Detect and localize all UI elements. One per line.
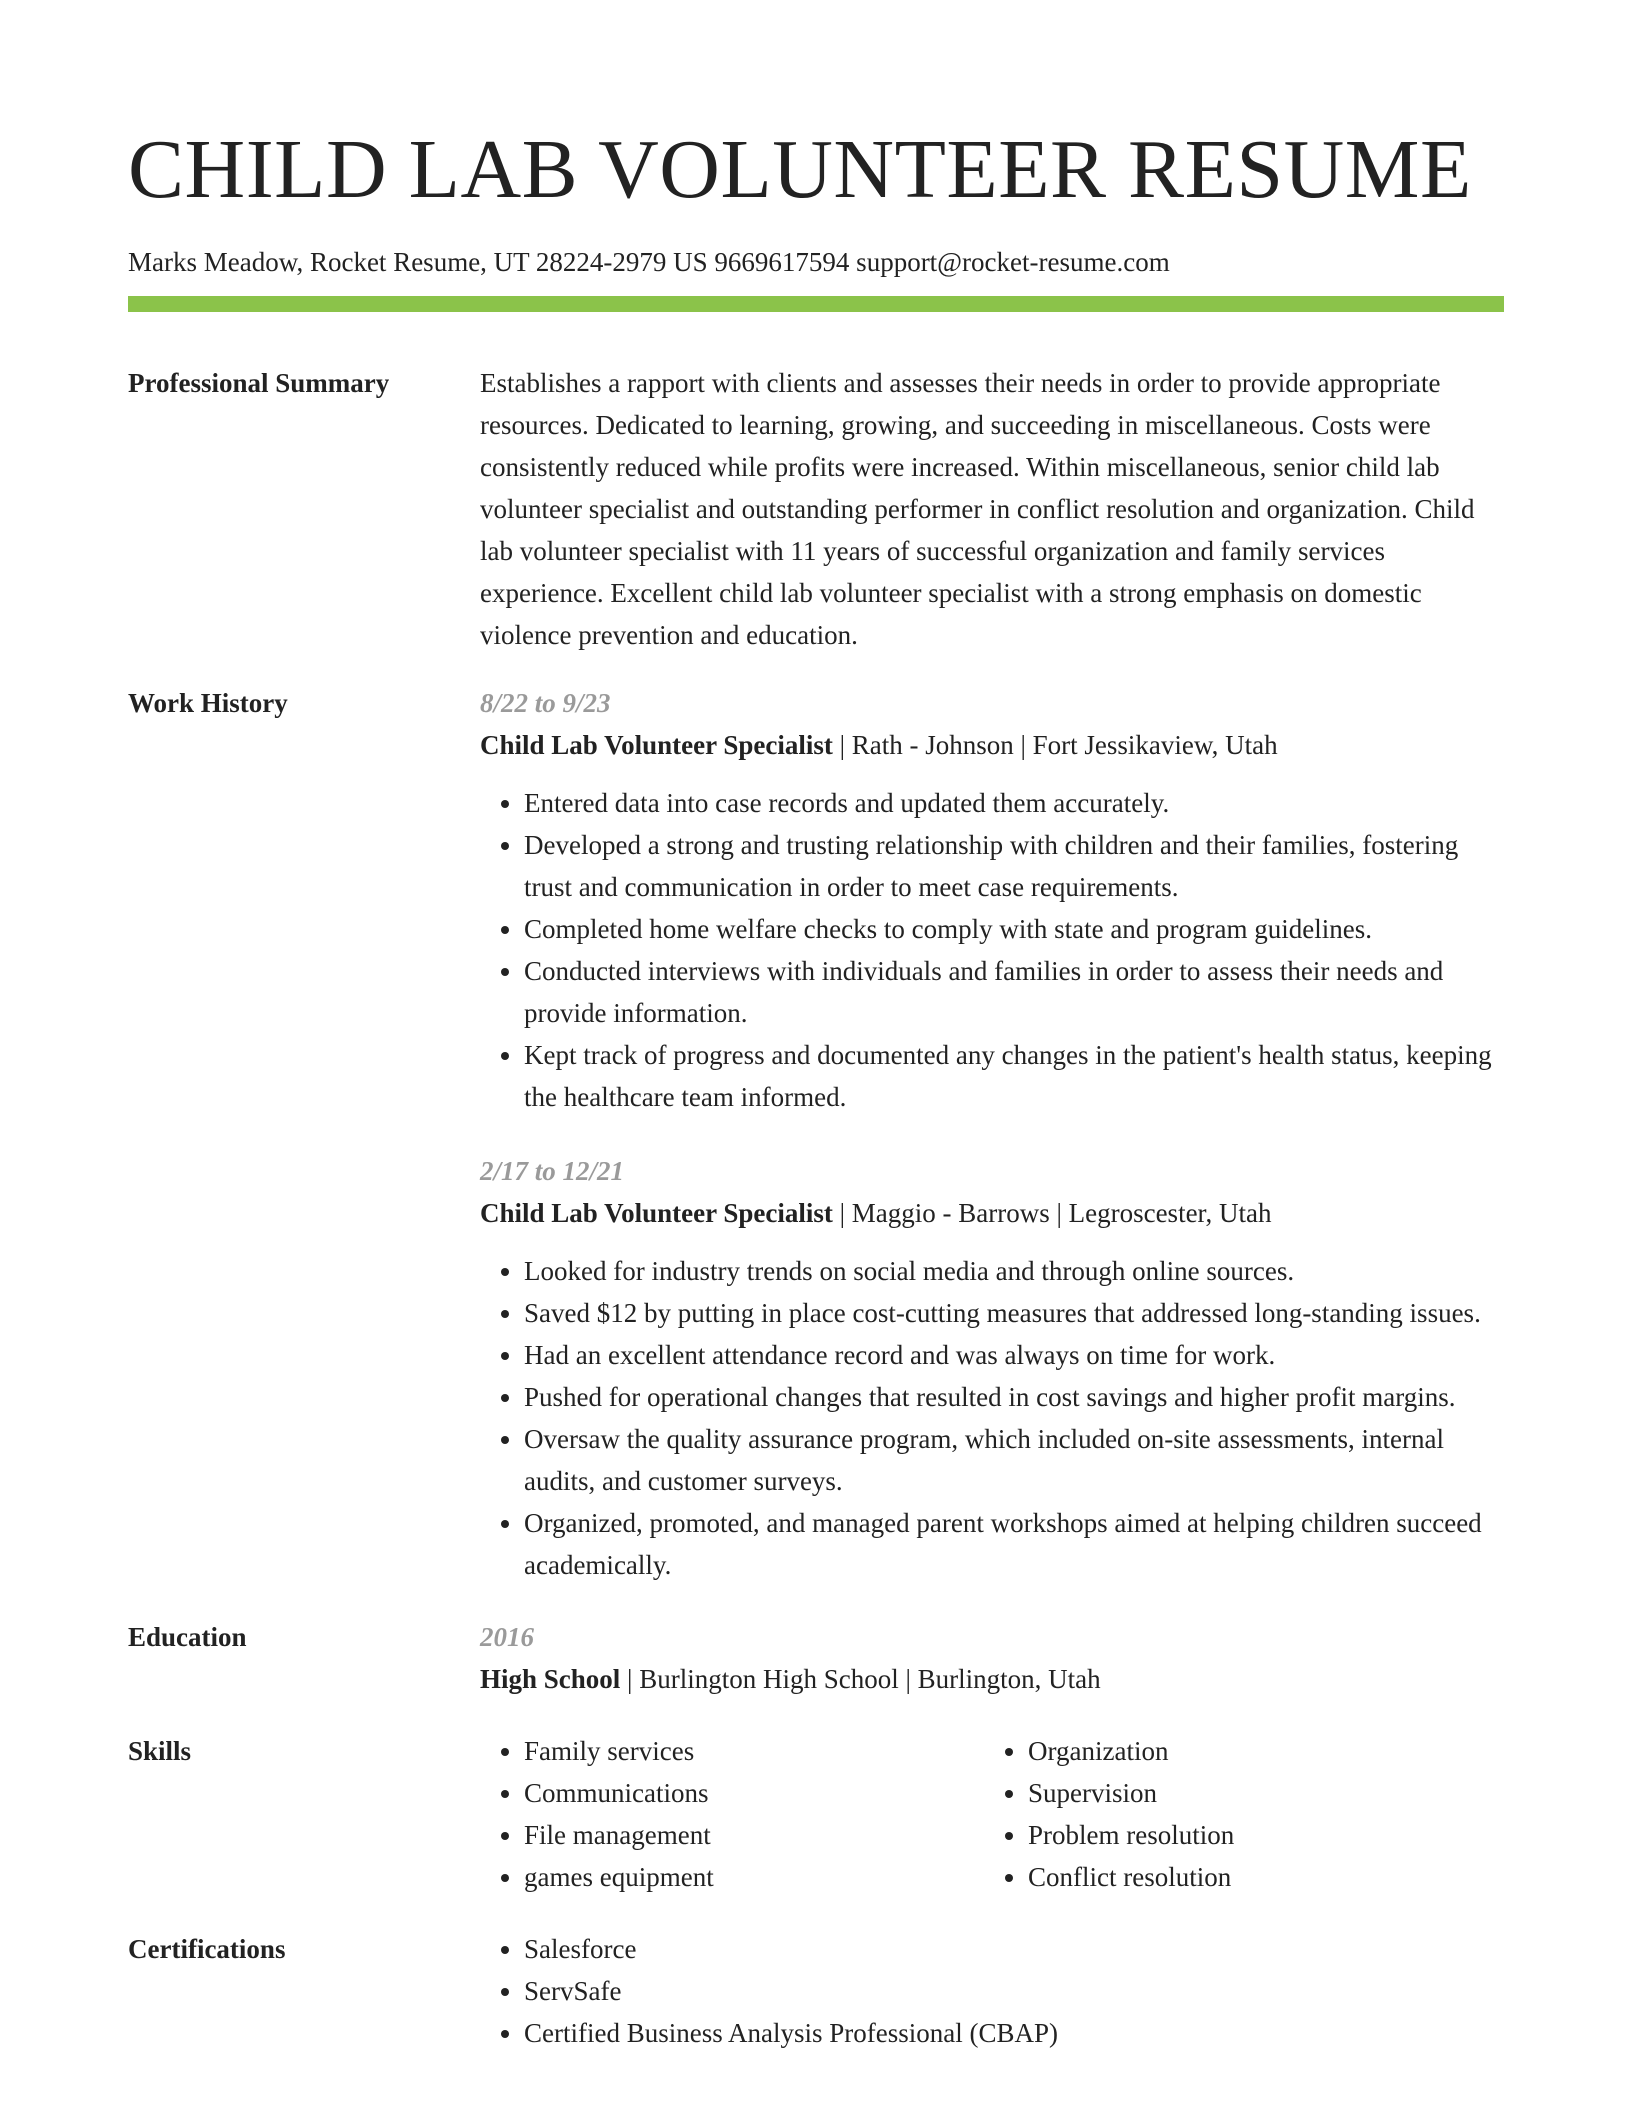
job-bullets — [480, 782, 1504, 1118]
education-body — [480, 1616, 1504, 1700]
job-bullet: • Completed home welfare checks to comply with state and program guidelines. — [524, 908, 1504, 950]
job-entry — [480, 682, 1504, 1118]
certifications-list — [480, 1928, 1504, 2054]
job-dates: 8/22 to 9/23 — [480, 688, 611, 718]
skills-grid — [480, 1730, 1504, 1898]
summary-text: Establishes a rapport with clients and assesses their needs in order to provide appropriate resources. Dedicated to learning, growing, and succeeding in miscellaneous. Costs were consistently reduced while profits were increased. Within miscellaneous, senior child lab volunteer specialist and outstanding performer in conflict resolution and organization. Child lab volunteer specialist with 11 years of successful organization and family services experience. Excellent child lab volunteer specialist with a strong emphasis on domestic violence prevention and education. — [480, 368, 1475, 650]
job-bullet: • Organized, promoted, and managed parent workshops aimed at helping children succeed academically. — [524, 1502, 1504, 1586]
education-details: | Burlington High School | Burlington, Utah — [620, 1664, 1101, 1694]
skill-item: • Family services — [524, 1730, 984, 1772]
summary-label: Professional Summary — [128, 368, 390, 398]
education-heading — [480, 1658, 1504, 1700]
job-title: Child Lab Volunteer Specialist — [480, 730, 833, 760]
certification-item: • Salesforce — [524, 1928, 1504, 1970]
job-bullet: • Pushed for operational changes that resulted in cost savings and higher profit margins. — [524, 1376, 1504, 1418]
education-label: Education — [128, 1622, 247, 1652]
job-bullet: • Developed a strong and trusting relationship with children and their families, fostering trust and communication in order to meet case requirements. — [524, 824, 1504, 908]
certifications-body — [480, 1928, 1504, 2054]
job-entry — [480, 1150, 1504, 1586]
skills-label: Skills — [128, 1736, 192, 1766]
job-bullet: • Saved $12 by putting in place cost-cutting measures that addressed long-standing issues. — [524, 1292, 1504, 1334]
skill-item: • Organization — [1028, 1730, 1488, 1772]
job-dates: 2/17 to 12/21 — [480, 1156, 625, 1186]
skill-item: • Conflict resolution — [1028, 1856, 1488, 1898]
certifications-label: Certifications — [128, 1934, 286, 1964]
work-history-body — [480, 682, 1504, 1586]
contact-info: Marks Meadow, Rocket Resume, UT 28224-2979 US 9669617594 support@rocket-resume.com — [128, 247, 1170, 277]
resume-title: CHILD LAB VOLUNTEER RESUME — [128, 123, 1472, 216]
job-details: | Maggio - Barrows | Legroscester, Utah — [832, 1198, 1272, 1228]
skill-item: • Supervision — [1028, 1772, 1488, 1814]
job-bullet: • Looked for industry trends on social media and through online sources. — [524, 1250, 1504, 1292]
certification-item: • Certified Business Analysis Professional (CBAP) — [524, 2012, 1504, 2054]
work-history-label: Work History — [128, 688, 288, 718]
skills-list-right — [984, 1730, 1488, 1898]
work-history-section — [128, 682, 1504, 1586]
skill-item: • Problem resolution — [1028, 1814, 1488, 1856]
job-bullet: • Oversaw the quality assurance program, which included on-site assessments, internal audits, and customer surveys. — [524, 1418, 1504, 1502]
job-bullet: • Entered data into case records and updated them accurately. — [524, 782, 1504, 824]
skill-item: • File management — [524, 1814, 984, 1856]
job-bullets — [480, 1250, 1504, 1586]
skill-item: • games equipment — [524, 1856, 984, 1898]
job-bullet: • Kept track of progress and documented any changes in the patient's health status, keeping the healthcare team informed. — [524, 1034, 1504, 1118]
education-section — [128, 1616, 1504, 1700]
certifications-section — [128, 1928, 1504, 2054]
resume-page — [128, 0, 1504, 2054]
skills-section — [128, 1730, 1504, 1898]
job-title: Child Lab Volunteer Specialist — [480, 1198, 833, 1228]
certification-item: • ServSafe — [524, 1970, 1504, 2012]
education-year: 2016 — [480, 1622, 534, 1652]
job-heading — [480, 724, 1504, 766]
job-heading — [480, 1192, 1504, 1234]
accent-divider — [128, 296, 1504, 312]
skill-item: • Communications — [524, 1772, 984, 1814]
education-degree: High School — [480, 1664, 621, 1694]
skills-list-left — [480, 1730, 984, 1898]
job-bullet: • Had an excellent attendance record and was always on time for work. — [524, 1334, 1504, 1376]
job-bullet: • Conducted interviews with individuals and families in order to assess their needs and provide information. — [524, 950, 1504, 1034]
job-details: | Rath - Johnson | Fort Jessikaview, Utah — [832, 730, 1278, 760]
summary-section — [128, 362, 1504, 656]
